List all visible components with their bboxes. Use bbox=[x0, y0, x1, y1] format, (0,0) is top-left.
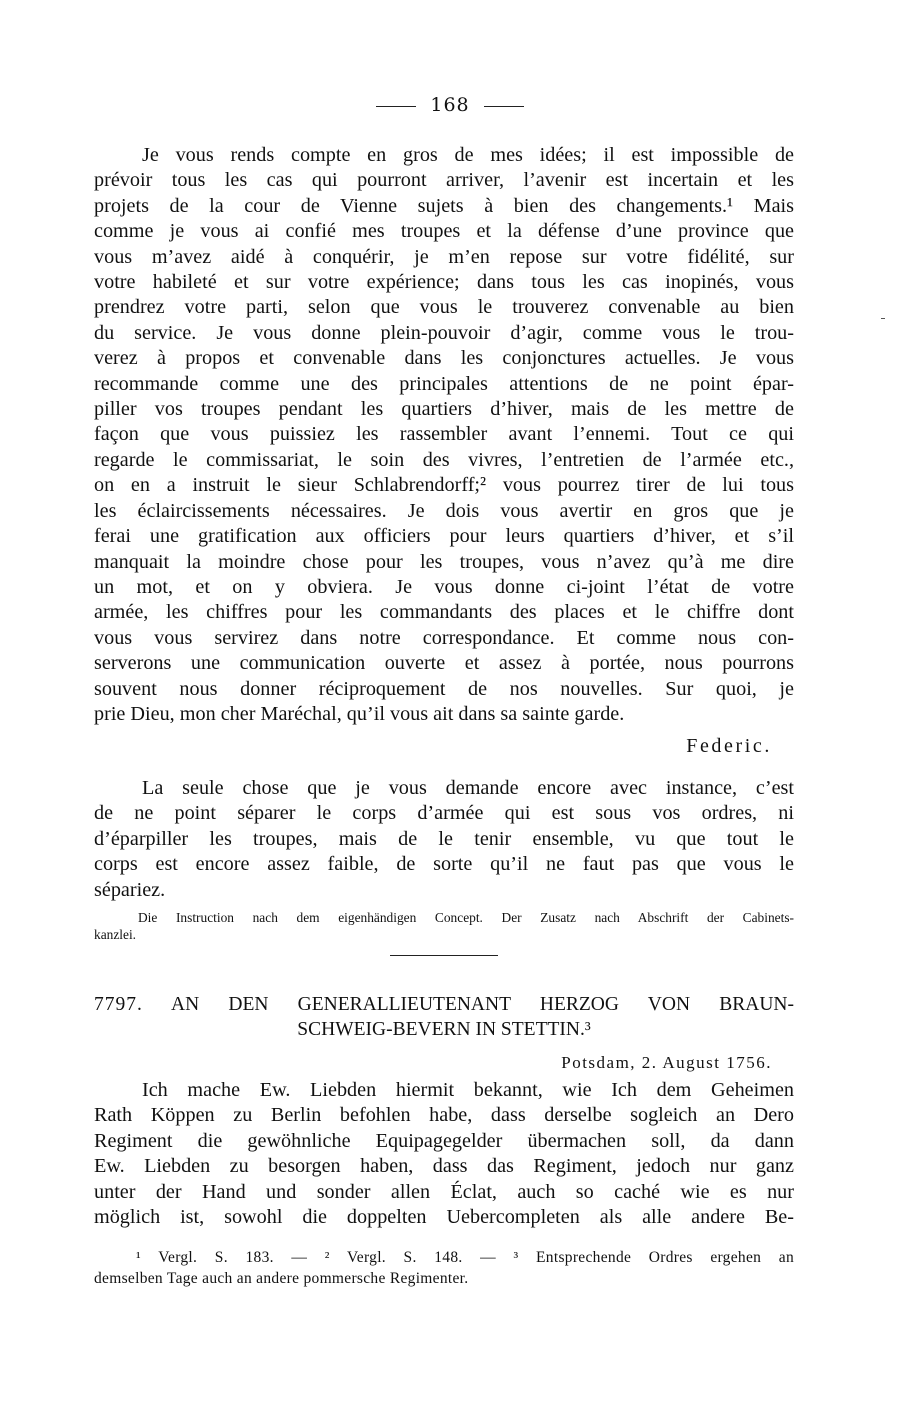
letter-line: votre habileté et sur votre expérience; dans tous les cas inopinés, vous bbox=[94, 271, 794, 294]
letter-line: manquait la moindre chose pour les troupes, vous n’avez qu’à me dire bbox=[94, 550, 794, 573]
letter-line: vous m’avez aidé à conquérir, je m’en repose sur votre fidélité, sur bbox=[94, 245, 794, 268]
letter-line: comme je vous ai confié mes troupes et la défense d’une province que bbox=[94, 220, 794, 243]
postscript bbox=[94, 776, 794, 903]
section-line: möglich ist, sowohl die doppelten Uebercompleten als alle andere Be- bbox=[94, 1206, 794, 1229]
postscript-line: sépariez. bbox=[94, 878, 166, 901]
signature: Federic. bbox=[686, 735, 772, 757]
postscript-line: de ne point séparer le corps d’armée qui est sous vos ordres, ni bbox=[94, 802, 794, 825]
page-number-dash-left bbox=[376, 106, 416, 107]
letter-line: prie Dieu, mon cher Maréchal, qu’il vous ait dans sa sainte garde. bbox=[94, 702, 625, 725]
section-line: Regiment die gewöhnliche Equipagegelder übermachen soll, da dann bbox=[94, 1129, 794, 1152]
source-note-line: kanzlei. bbox=[94, 926, 137, 942]
letter-line: regarde le commissariat, le soin des vivres, l’entretien de l’armée etc., bbox=[94, 448, 794, 471]
page-number-text: 168 bbox=[430, 94, 470, 116]
section-number: 7797. bbox=[94, 994, 143, 1015]
source-note bbox=[94, 910, 794, 943]
letter-line: du service. Je vous donne plein-pouvoir d’agir, comme vous le trou- bbox=[94, 321, 794, 344]
section-heading bbox=[94, 992, 794, 1042]
dateline: Potsdam, 2. August 1756. bbox=[561, 1053, 772, 1072]
postscript-line: La seule chose que je vous demande encore avec instance, c’est bbox=[142, 777, 794, 799]
section-heading-line-2: SCHWEIG-BEVERN IN STETTIN.³ bbox=[297, 1019, 591, 1040]
letter-line: un mot, et on y obviera. Je vous donne ci-joint l’état de votre bbox=[94, 575, 794, 598]
letter-line: vous vous servirez dans notre correspondance. Et comme nous con- bbox=[94, 626, 794, 649]
section-line: unter der Hand und sonder allen Éclat, auch so caché wie es nur bbox=[94, 1180, 794, 1203]
letter-line: prévoir tous les cas qui pourront arriver, l’avenir est incertain et les bbox=[94, 169, 794, 192]
letter-body bbox=[94, 143, 794, 727]
letter-line: recommande comme une des principales attentions de ne point épar- bbox=[94, 372, 794, 395]
letter-line: projets de la cour de Vienne sujets à bien des changements.¹ Mais bbox=[94, 194, 794, 217]
letter-line: ferai une gratification aux officiers pour leurs quartiers d’hiver, et s’il bbox=[94, 525, 794, 548]
section-title-part-1: AN DEN GENERALLIEUTENANT HERZOG VON BRAUN- bbox=[171, 994, 794, 1015]
page-number-dash-right bbox=[484, 106, 524, 107]
postscript-line: d’éparpiller les troupes, mais de le tenir ensemble, vu que tout le bbox=[94, 827, 794, 850]
letter-line: piller vos troupes pendant les quartiers d’hiver, mais de les mettre de bbox=[94, 398, 794, 421]
footnotes bbox=[94, 1248, 794, 1289]
letter-line: serverons une communication ouverte et assez à portée, nous pourrons bbox=[94, 652, 794, 675]
section-divider bbox=[390, 955, 498, 956]
letter-line: on en a instruit le sieur Schlabrendorff;² vous pourrez tirer de lui tous bbox=[94, 474, 794, 497]
footnote-line: demselben Tage auch an andere pommersche Regimenter. bbox=[94, 1269, 469, 1287]
footnote-line: ¹ Vergl. S. 183. — ² Vergl. S. 148. — ³ Entsprechende Ordres ergehen an bbox=[136, 1249, 794, 1266]
letter-line: prendrez votre parti, selon que vous le trouverez convenable au bien bbox=[94, 296, 794, 319]
postscript-line: corps est encore assez faible, de sorte qu’il ne faut pas que vous le bbox=[94, 853, 794, 876]
margin-mark bbox=[881, 318, 885, 319]
section-line: Rath Köppen zu Berlin befohlen habe, dass derselbe sogleich an Dero bbox=[94, 1104, 794, 1127]
section-body bbox=[94, 1078, 794, 1230]
section-heading-line-1 bbox=[94, 992, 794, 1017]
section-line: Ew. Liebden zu besorgen haben, dass das Regiment, jedoch nur ganz bbox=[94, 1155, 794, 1178]
letter-line: façon que vous puissiez les rassembler avant l’ennemi. Tout ce qui bbox=[94, 423, 794, 446]
letter-line: Je vous rends compte en gros de mes idées; il est impossible de bbox=[142, 144, 794, 166]
letter-line: souvent nous donner réciproquement de nos nouvelles. Sur quoi, je bbox=[94, 677, 794, 700]
letter-line: les éclaircissements nécessaires. Je dois vous avertir en gros que je bbox=[94, 499, 794, 522]
source-note-line: Die Instruction nach dem eigenhändigen Concept. Der Zusatz nach Abschrift der Cabinets- bbox=[138, 910, 794, 925]
letter-line: armée, les chiffres pour les commandants des places et le chiffre dont bbox=[94, 601, 794, 624]
page-number bbox=[0, 94, 900, 116]
letter-line: verez à propos et convenable dans les conjonctures actuelles. Je vous bbox=[94, 347, 794, 370]
section-line: Ich mache Ew. Liebden hiermit bekannt, wie Ich dem Geheimen bbox=[142, 1079, 794, 1101]
